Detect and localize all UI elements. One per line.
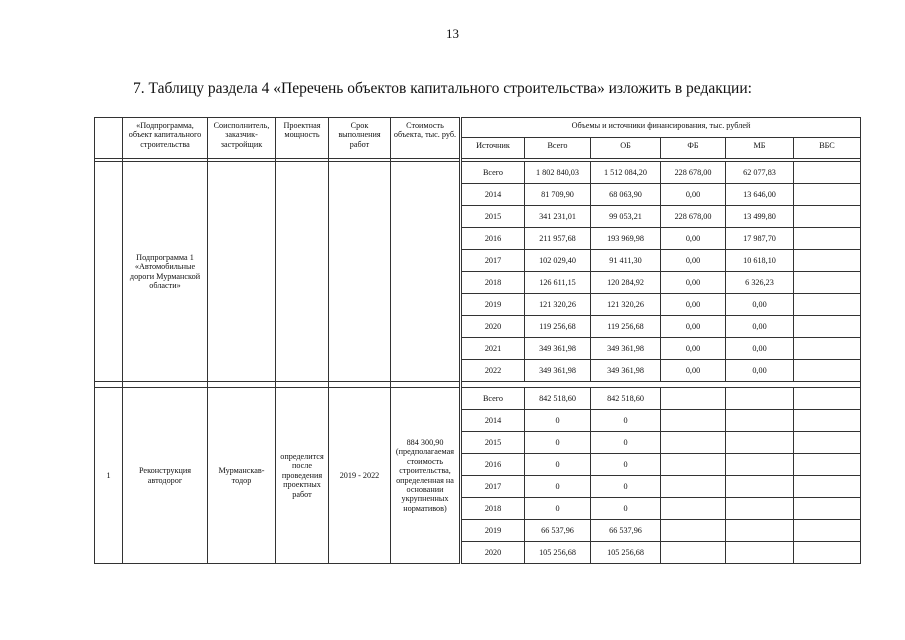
object-cost: 884 300,90 (предполагаемая стоимость строительства, определенная на основании укрупненных нормативов) bbox=[391, 388, 461, 564]
cell-fb: 0,00 bbox=[661, 316, 726, 338]
cell-mb bbox=[726, 520, 794, 542]
cell-vbs bbox=[794, 542, 861, 564]
header-cost: Стоимость объекта, тыс. руб. bbox=[391, 118, 461, 159]
cell-fb: 0,00 bbox=[661, 294, 726, 316]
cell-fb: 0,00 bbox=[661, 250, 726, 272]
cell-mb: 10 618,10 bbox=[726, 250, 794, 272]
cell-source: 2016 bbox=[461, 228, 525, 250]
header-capacity: Проектная мощность bbox=[276, 118, 329, 159]
header-subprogram: «Подпрограмма, объект капитального строительства bbox=[123, 118, 208, 159]
cell-vbs bbox=[794, 338, 861, 360]
cell-mb: 6 326,23 bbox=[726, 272, 794, 294]
header-source: Источник bbox=[461, 138, 525, 159]
cell-total: 102 029,40 bbox=[525, 250, 591, 272]
cell-ob: 105 256,68 bbox=[591, 542, 661, 564]
cell-fb bbox=[661, 410, 726, 432]
capital-construction-table bbox=[94, 117, 861, 564]
cell-source: 2022 bbox=[461, 360, 525, 382]
cell-total: 105 256,68 bbox=[525, 542, 591, 564]
cell-total: 119 256,68 bbox=[525, 316, 591, 338]
group1-index-cell bbox=[95, 162, 123, 382]
table-row bbox=[95, 162, 861, 184]
cell-ob: 0 bbox=[591, 410, 661, 432]
cell-fb bbox=[661, 542, 726, 564]
cell-fb bbox=[661, 520, 726, 542]
cell-ob: 0 bbox=[591, 498, 661, 520]
cell-vbs bbox=[794, 476, 861, 498]
cell-mb: 0,00 bbox=[726, 360, 794, 382]
cell-mb bbox=[726, 410, 794, 432]
cell-vbs bbox=[794, 272, 861, 294]
cell-mb: 17 987,70 bbox=[726, 228, 794, 250]
cell-fb bbox=[661, 454, 726, 476]
cell-mb: 13 499,80 bbox=[726, 206, 794, 228]
object-executor: Мурманскав-тодор bbox=[208, 388, 276, 564]
cell-mb: 62 077,83 bbox=[726, 162, 794, 184]
cell-total: 1 802 840,03 bbox=[525, 162, 591, 184]
cell-vbs bbox=[794, 250, 861, 272]
group1-cost-cell bbox=[391, 162, 461, 382]
cell-total: 341 231,01 bbox=[525, 206, 591, 228]
cell-source: 2020 bbox=[461, 316, 525, 338]
cell-vbs bbox=[794, 206, 861, 228]
header-index bbox=[95, 118, 123, 159]
cell-mb bbox=[726, 454, 794, 476]
cell-ob: 1 512 084,20 bbox=[591, 162, 661, 184]
cell-vbs bbox=[794, 360, 861, 382]
object-index: 1 bbox=[95, 388, 123, 564]
cell-total: 81 709,90 bbox=[525, 184, 591, 206]
cell-total: 211 957,68 bbox=[525, 228, 591, 250]
cell-vbs bbox=[794, 498, 861, 520]
cell-ob: 0 bbox=[591, 432, 661, 454]
cell-vbs bbox=[794, 454, 861, 476]
cell-fb: 0,00 bbox=[661, 272, 726, 294]
cell-source: 2017 bbox=[461, 250, 525, 272]
cell-ob: 91 411,30 bbox=[591, 250, 661, 272]
cell-source: 2018 bbox=[461, 272, 525, 294]
group1-term-cell bbox=[329, 162, 391, 382]
cell-source: 2015 bbox=[461, 432, 525, 454]
cell-mb bbox=[726, 388, 794, 410]
cell-fb: 0,00 bbox=[661, 228, 726, 250]
cell-total: 0 bbox=[525, 498, 591, 520]
cell-fb: 0,00 bbox=[661, 360, 726, 382]
cell-ob: 349 361,98 bbox=[591, 338, 661, 360]
cell-mb bbox=[726, 476, 794, 498]
object-term: 2019 - 2022 bbox=[329, 388, 391, 564]
cell-source: 2014 bbox=[461, 184, 525, 206]
cell-mb: 0,00 bbox=[726, 338, 794, 360]
header-ob: ОБ bbox=[591, 138, 661, 159]
cell-fb: 0,00 bbox=[661, 184, 726, 206]
header-mb: МБ bbox=[726, 138, 794, 159]
cell-source: Всего bbox=[461, 388, 525, 410]
cell-fb bbox=[661, 476, 726, 498]
cell-vbs bbox=[794, 432, 861, 454]
cell-total: 0 bbox=[525, 476, 591, 498]
cell-fb bbox=[661, 388, 726, 410]
cell-ob: 119 256,68 bbox=[591, 316, 661, 338]
cell-ob: 121 320,26 bbox=[591, 294, 661, 316]
cell-source: 2019 bbox=[461, 520, 525, 542]
cell-total: 126 611,15 bbox=[525, 272, 591, 294]
cell-source: 2020 bbox=[461, 542, 525, 564]
cell-vbs bbox=[794, 294, 861, 316]
header-term: Срок выполнения работ bbox=[329, 118, 391, 159]
cell-fb: 228 678,00 bbox=[661, 162, 726, 184]
cell-mb bbox=[726, 498, 794, 520]
cell-total: 66 537,96 bbox=[525, 520, 591, 542]
cell-mb: 0,00 bbox=[726, 316, 794, 338]
cell-ob: 66 537,96 bbox=[591, 520, 661, 542]
header-vbs: ВБС bbox=[794, 138, 861, 159]
page-number: 13 bbox=[446, 26, 459, 41]
group1-executor-cell bbox=[208, 162, 276, 382]
cell-vbs bbox=[794, 316, 861, 338]
cell-source: Всего bbox=[461, 162, 525, 184]
cell-vbs bbox=[794, 228, 861, 250]
cell-ob: 0 bbox=[591, 476, 661, 498]
cell-mb bbox=[726, 542, 794, 564]
cell-source: 2015 bbox=[461, 206, 525, 228]
cell-ob: 193 969,98 bbox=[591, 228, 661, 250]
cell-fb bbox=[661, 498, 726, 520]
cell-ob: 120 284,92 bbox=[591, 272, 661, 294]
cell-total: 842 518,60 bbox=[525, 388, 591, 410]
header-total: Всего bbox=[525, 138, 591, 159]
cell-mb: 0,00 bbox=[726, 294, 794, 316]
header-executor: Соисполнитель, заказчик-застройщик bbox=[208, 118, 276, 159]
cell-ob: 0 bbox=[591, 454, 661, 476]
table-row bbox=[95, 388, 861, 410]
group1-capacity-cell bbox=[276, 162, 329, 382]
object-name: Реконструкция автодорог bbox=[123, 388, 208, 564]
cell-ob: 842 518,60 bbox=[591, 388, 661, 410]
cell-source: 2018 bbox=[461, 498, 525, 520]
cell-total: 0 bbox=[525, 454, 591, 476]
cell-mb bbox=[726, 432, 794, 454]
cell-vbs bbox=[794, 388, 861, 410]
cell-fb: 0,00 bbox=[661, 338, 726, 360]
cell-ob: 99 053,21 bbox=[591, 206, 661, 228]
cell-total: 349 361,98 bbox=[525, 360, 591, 382]
cell-source: 2016 bbox=[461, 454, 525, 476]
cell-source: 2021 bbox=[461, 338, 525, 360]
header-fb: ФБ bbox=[661, 138, 726, 159]
cell-total: 0 bbox=[525, 410, 591, 432]
cell-ob: 68 063,90 bbox=[591, 184, 661, 206]
cell-source: 2017 bbox=[461, 476, 525, 498]
cell-total: 121 320,26 bbox=[525, 294, 591, 316]
cell-vbs bbox=[794, 184, 861, 206]
subprogram-name: Подпрограмма 1 «Автомобильные дороги Мурманской области» bbox=[123, 162, 208, 382]
cell-ob: 349 361,98 bbox=[591, 360, 661, 382]
cell-fb bbox=[661, 432, 726, 454]
cell-total: 349 361,98 bbox=[525, 338, 591, 360]
cell-source: 2019 bbox=[461, 294, 525, 316]
cell-fb: 228 678,00 bbox=[661, 206, 726, 228]
header-financing: Объемы и источники финансирования, тыс. рублей bbox=[461, 118, 861, 138]
object-capacity: определится после проведения проектных работ bbox=[276, 388, 329, 564]
cell-mb: 13 646,00 bbox=[726, 184, 794, 206]
cell-total: 0 bbox=[525, 432, 591, 454]
cell-vbs bbox=[794, 520, 861, 542]
cell-vbs bbox=[794, 162, 861, 184]
cell-vbs bbox=[794, 410, 861, 432]
section-heading: 7. Таблицу раздела 4 «Перечень объектов капитального строительства» изложить в редакции: bbox=[133, 80, 752, 97]
cell-source: 2014 bbox=[461, 410, 525, 432]
